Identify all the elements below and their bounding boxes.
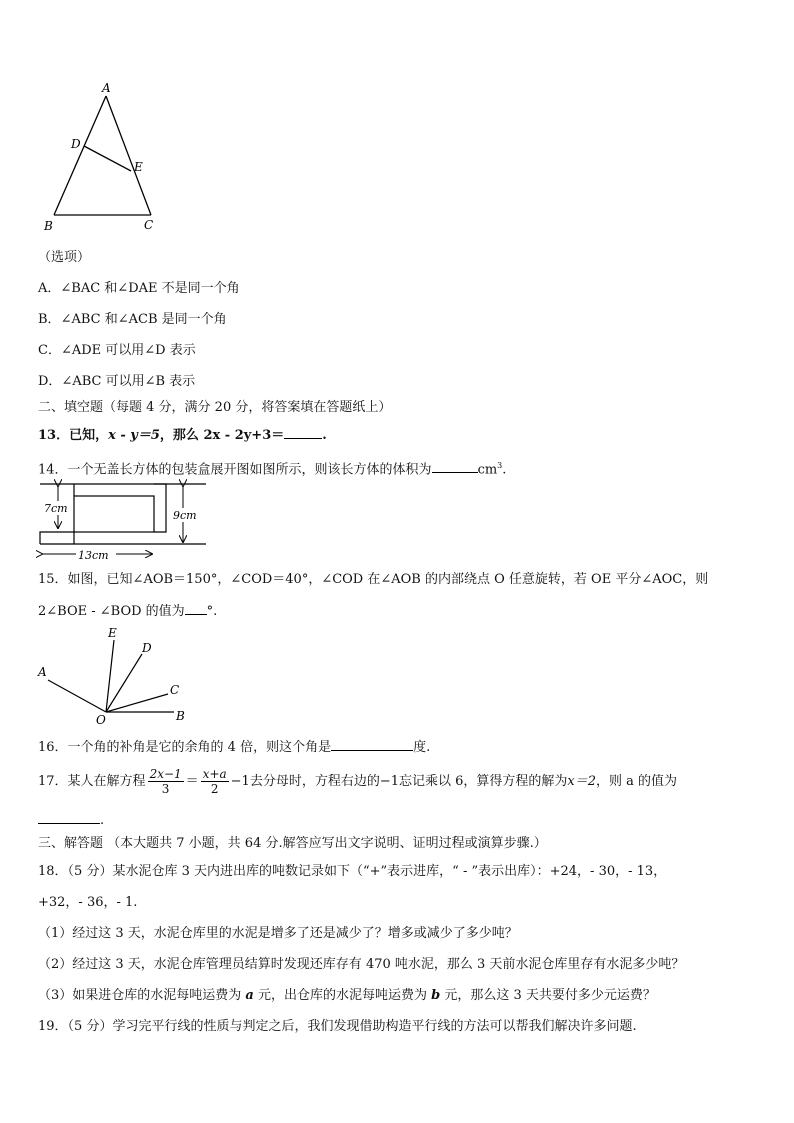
question-18-line1 bbox=[38, 863, 666, 881]
q13-number: 13． bbox=[38, 428, 70, 443]
question-19 bbox=[38, 1018, 637, 1036]
section-2-title: 二、填空题（每题 4 分，满分 20 分，将答案填在答题纸上） bbox=[38, 400, 392, 415]
q16-text: 一个角的补角是它的余角的 4 倍，则这个角是 bbox=[67, 740, 332, 755]
question-15-line2 bbox=[38, 602, 217, 621]
label-13cm: 13cm bbox=[78, 549, 109, 562]
q17-end: . bbox=[100, 813, 105, 828]
answer-blank[interactable] bbox=[331, 738, 413, 751]
label-9cm: 9cm bbox=[173, 509, 197, 522]
ray-oa bbox=[48, 680, 106, 712]
box-net-figure bbox=[36, 478, 211, 566]
inner-rect bbox=[74, 496, 154, 532]
q18-sub3b: 元，出仓库的水泥每吨运费为 bbox=[253, 988, 432, 1003]
q13-prefix: 已知， bbox=[69, 428, 109, 443]
q19-text: （5 分）学习完平行线的性质与判定之后，我们发现借助构造平行线的方法可以帮我们解决许多问题. bbox=[67, 1019, 637, 1034]
side-ab bbox=[54, 96, 106, 215]
label-c: C bbox=[144, 218, 154, 232]
q18-sub3a: （3）如果进仓库的水泥每吨运费为 bbox=[38, 988, 246, 1003]
option-text: ∠BAC 和∠DAE 不是同一个角 bbox=[60, 281, 240, 296]
question-15-line1 bbox=[38, 571, 708, 589]
q15-number: 15． bbox=[38, 572, 68, 587]
option-text: ∠ABC 和∠ACB 是同一个角 bbox=[60, 312, 227, 327]
q17-sol: x＝2 bbox=[567, 774, 597, 789]
label-a: A bbox=[102, 81, 111, 95]
section-3-title: 三、解答题 （本大题共 7 小题，共 64 分.解答应写出文字说明、证明过程或演算步骤.） bbox=[38, 836, 547, 851]
q17-minus1: −1 bbox=[230, 774, 250, 789]
option-letter: A． bbox=[38, 281, 61, 296]
fraction-left bbox=[148, 767, 184, 796]
net-bottom-flap bbox=[40, 532, 74, 544]
q17-number: 17． bbox=[38, 774, 68, 789]
label-d: D bbox=[71, 137, 81, 151]
q16-number: 16． bbox=[38, 740, 68, 755]
side-ac bbox=[106, 96, 151, 215]
q18-var-a: a bbox=[245, 988, 254, 1003]
label-o: O bbox=[96, 713, 106, 727]
answer-blank[interactable] bbox=[185, 602, 207, 615]
option-d bbox=[38, 373, 195, 391]
label-c: C bbox=[170, 683, 180, 697]
option-b bbox=[38, 311, 227, 329]
q17-neg1: −1 bbox=[379, 774, 400, 789]
option-c bbox=[38, 342, 196, 360]
answer-blank[interactable] bbox=[432, 460, 478, 473]
q13-condition: x - y＝5 bbox=[108, 428, 160, 443]
q16-end: 度. bbox=[413, 740, 431, 755]
option-letter: B． bbox=[38, 312, 61, 327]
q18-line1: （5 分）某水泥仓库 3 天内进出库的吨数记录如下（“+”表示进库，“ - ”表示出库）：+24，- 30，- 13， bbox=[67, 864, 667, 879]
answer-blank[interactable] bbox=[284, 426, 322, 439]
label-e: E bbox=[108, 626, 117, 640]
question-17 bbox=[38, 765, 677, 799]
question-18-sub3 bbox=[38, 987, 656, 1005]
frac1-num: 2x−1 bbox=[149, 767, 182, 781]
fraction-right bbox=[201, 767, 229, 796]
label-b: B bbox=[176, 709, 185, 723]
segment-de bbox=[84, 146, 131, 171]
q19-number: 19． bbox=[38, 1019, 68, 1034]
q14-power: 3 bbox=[497, 461, 503, 470]
q14-end: . bbox=[502, 462, 507, 478]
frac1-den: 3 bbox=[161, 782, 170, 796]
label-a: A bbox=[38, 665, 47, 679]
q17-eq: ＝ bbox=[185, 774, 199, 789]
option-letter: C． bbox=[38, 343, 61, 358]
q18-number: 18． bbox=[38, 864, 68, 879]
q14-unit: cm bbox=[477, 462, 498, 478]
triangle-figure bbox=[40, 80, 170, 240]
q14-text: 一个无盖长方体的包装盒展开图如图所示，则该长方体的体积为 bbox=[67, 462, 432, 478]
q17-text-mid: 去分母时，方程右边的 bbox=[249, 774, 380, 789]
q18-sub3c: 元，那么这 3 天共要付多少元运费？ bbox=[440, 988, 656, 1003]
question-13 bbox=[38, 426, 327, 445]
frac2-den: 2 bbox=[210, 782, 219, 796]
q18-var-b: b bbox=[431, 988, 441, 1003]
question-18-sub2: （2）经过这 3 天，水泥仓库管理员结算时发现还库存有 470 吨水泥，那么 3 天前水泥仓库里存有水泥多少吨？ bbox=[38, 957, 685, 972]
frac2-num: x+a bbox=[202, 767, 227, 781]
q14-number: 14． bbox=[38, 462, 68, 478]
q15-line1: 如图，已知∠AOB＝150°，∠COD＝40°，∠COD 在∠AOB 的内部绕点 O 任意旋转，若 OE 平分∠AOC，则 bbox=[67, 572, 709, 587]
option-letter: D． bbox=[38, 374, 62, 389]
q15-line2a: 2∠BOE - ∠BOD 的值为 bbox=[38, 604, 185, 619]
net-right-flap bbox=[154, 484, 166, 532]
label-e: E bbox=[134, 160, 143, 174]
q13-end: . bbox=[322, 428, 327, 443]
question-18-line2: +32，- 36，- 1. bbox=[38, 895, 138, 910]
question-18-sub1: （1）经过这 3 天，水泥仓库里的水泥是增多了还是减少了？增多或减少了多少吨？ bbox=[38, 926, 518, 941]
question-17-answer-line bbox=[38, 811, 104, 830]
option-a bbox=[38, 280, 240, 298]
label-d: D bbox=[142, 641, 152, 655]
option-text: ∠ADE 可以用∠D 表示 bbox=[60, 343, 196, 358]
q17-text-before: 某人在解方程 bbox=[67, 774, 146, 789]
q13-mid: ，那么 bbox=[159, 428, 204, 443]
option-text: ∠ABC 可以用∠B 表示 bbox=[61, 374, 196, 389]
question-14 bbox=[38, 457, 506, 479]
label-7cm: 7cm bbox=[44, 502, 68, 515]
answer-blank[interactable] bbox=[38, 811, 100, 824]
options-header: （选项） bbox=[38, 250, 91, 265]
label-b: B bbox=[44, 219, 53, 233]
question-16 bbox=[38, 738, 430, 757]
q17-text-end: ，则 a 的值为 bbox=[596, 774, 678, 789]
angle-figure bbox=[34, 624, 194, 728]
q17-text-mid2: 忘记乘以 6，算得方程的解为 bbox=[399, 774, 568, 789]
q15-line2b: °. bbox=[206, 604, 218, 619]
q13-expr: 2x - 2y+3＝ bbox=[203, 428, 285, 443]
